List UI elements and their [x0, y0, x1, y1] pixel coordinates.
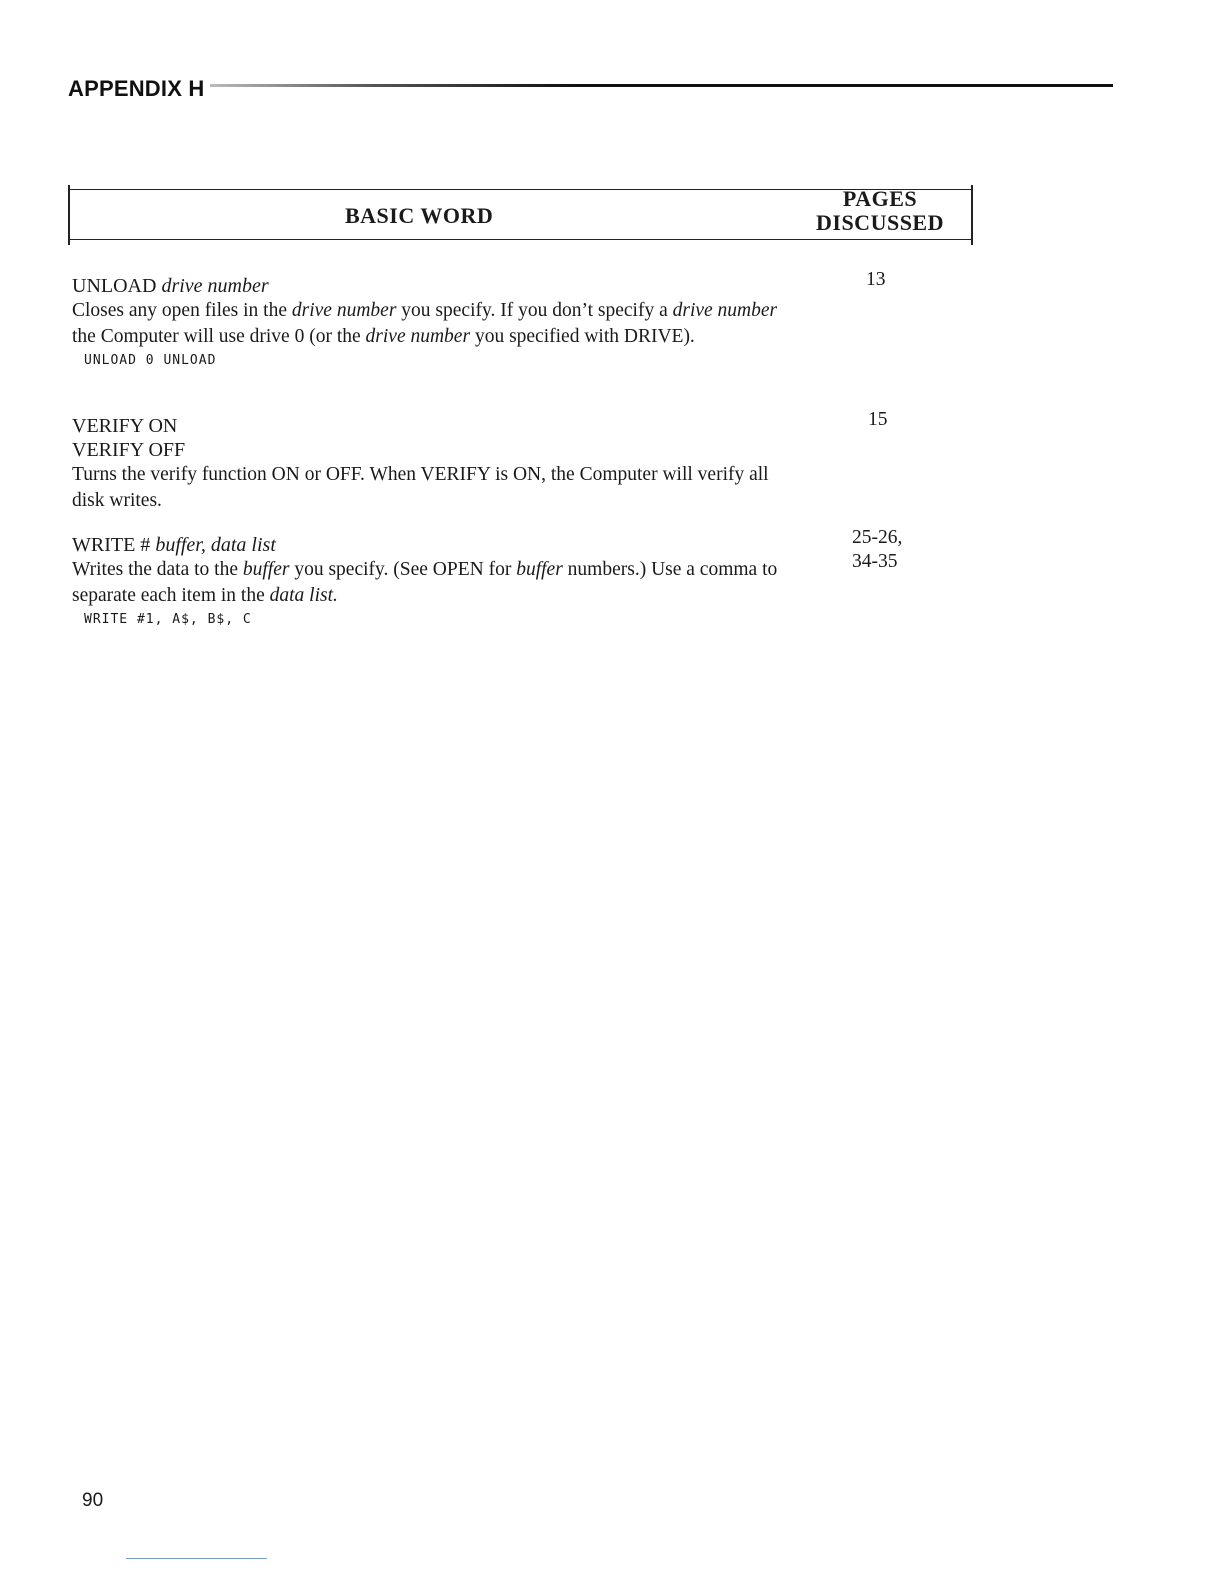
footer-rule — [126, 1558, 267, 1559]
table-header — [68, 185, 973, 245]
desc-param: data list. — [269, 585, 338, 606]
desc-text: you specify. If you don’t specify a — [396, 300, 673, 321]
appendix-header: APPENDIX H — [68, 76, 205, 101]
desc-param: drive number — [291, 300, 397, 321]
entry-verify-pages: 15 — [868, 409, 888, 430]
column-heading-pages-line2: DISCUSSED — [816, 210, 944, 235]
entry-syntax-line2: VERIFY OFF — [72, 439, 186, 461]
entry-write-pages-line1: 25-26, — [852, 527, 903, 548]
entry-syntax — [72, 274, 792, 298]
column-heading-pages-line1: PAGES — [842, 186, 918, 211]
syntax-parameter: drive number — [161, 275, 269, 297]
entry-write-pages-line2: 34-35 — [852, 551, 898, 572]
entry-unload-pages: 13 — [866, 269, 886, 290]
entry-example: WRITE #1, A$, B$, C — [84, 612, 252, 627]
entry-unload — [72, 274, 792, 372]
desc-param: buffer — [516, 559, 563, 580]
desc-text: numbers.) Use a comma to separate each item in the — [72, 559, 778, 606]
desc-param: drive number — [365, 326, 471, 347]
syntax-keyword: UNLOAD — [72, 275, 162, 297]
desc-text: you specify. (See OPEN for — [289, 559, 517, 580]
syntax-keyword: WRITE # — [72, 534, 156, 556]
desc-text: Writes the data to the — [72, 559, 243, 580]
syntax-parameter: buffer, data list — [155, 534, 276, 556]
entry-write-pages — [852, 526, 902, 574]
desc-text: the Computer will use drive 0 (or the — [72, 326, 366, 347]
desc-text: Closes any open files in the — [72, 300, 292, 321]
entry-description — [72, 557, 792, 609]
entry-syntax-line1: VERIFY ON — [72, 415, 178, 437]
column-heading-pages-discussed — [805, 187, 955, 235]
entry-description: Turns the verify function ON or OFF. When VERIFY is ON, the Computer will verify all disk writes. — [72, 464, 769, 511]
column-heading-basic-word: BASIC WORD — [345, 203, 494, 228]
header-rule — [210, 84, 1113, 87]
entry-verify — [72, 414, 792, 514]
page-number: 90 — [82, 1490, 104, 1511]
entry-example: UNLOAD 0 UNLOAD — [84, 353, 217, 368]
entry-syntax — [72, 533, 792, 557]
desc-param: buffer — [242, 559, 290, 580]
desc-param: drive number — [672, 300, 778, 321]
desc-text: you specified with DRIVE). — [470, 326, 695, 347]
table-header-bottom-rule — [70, 239, 971, 240]
entry-description — [72, 298, 792, 350]
entry-write — [72, 533, 792, 631]
